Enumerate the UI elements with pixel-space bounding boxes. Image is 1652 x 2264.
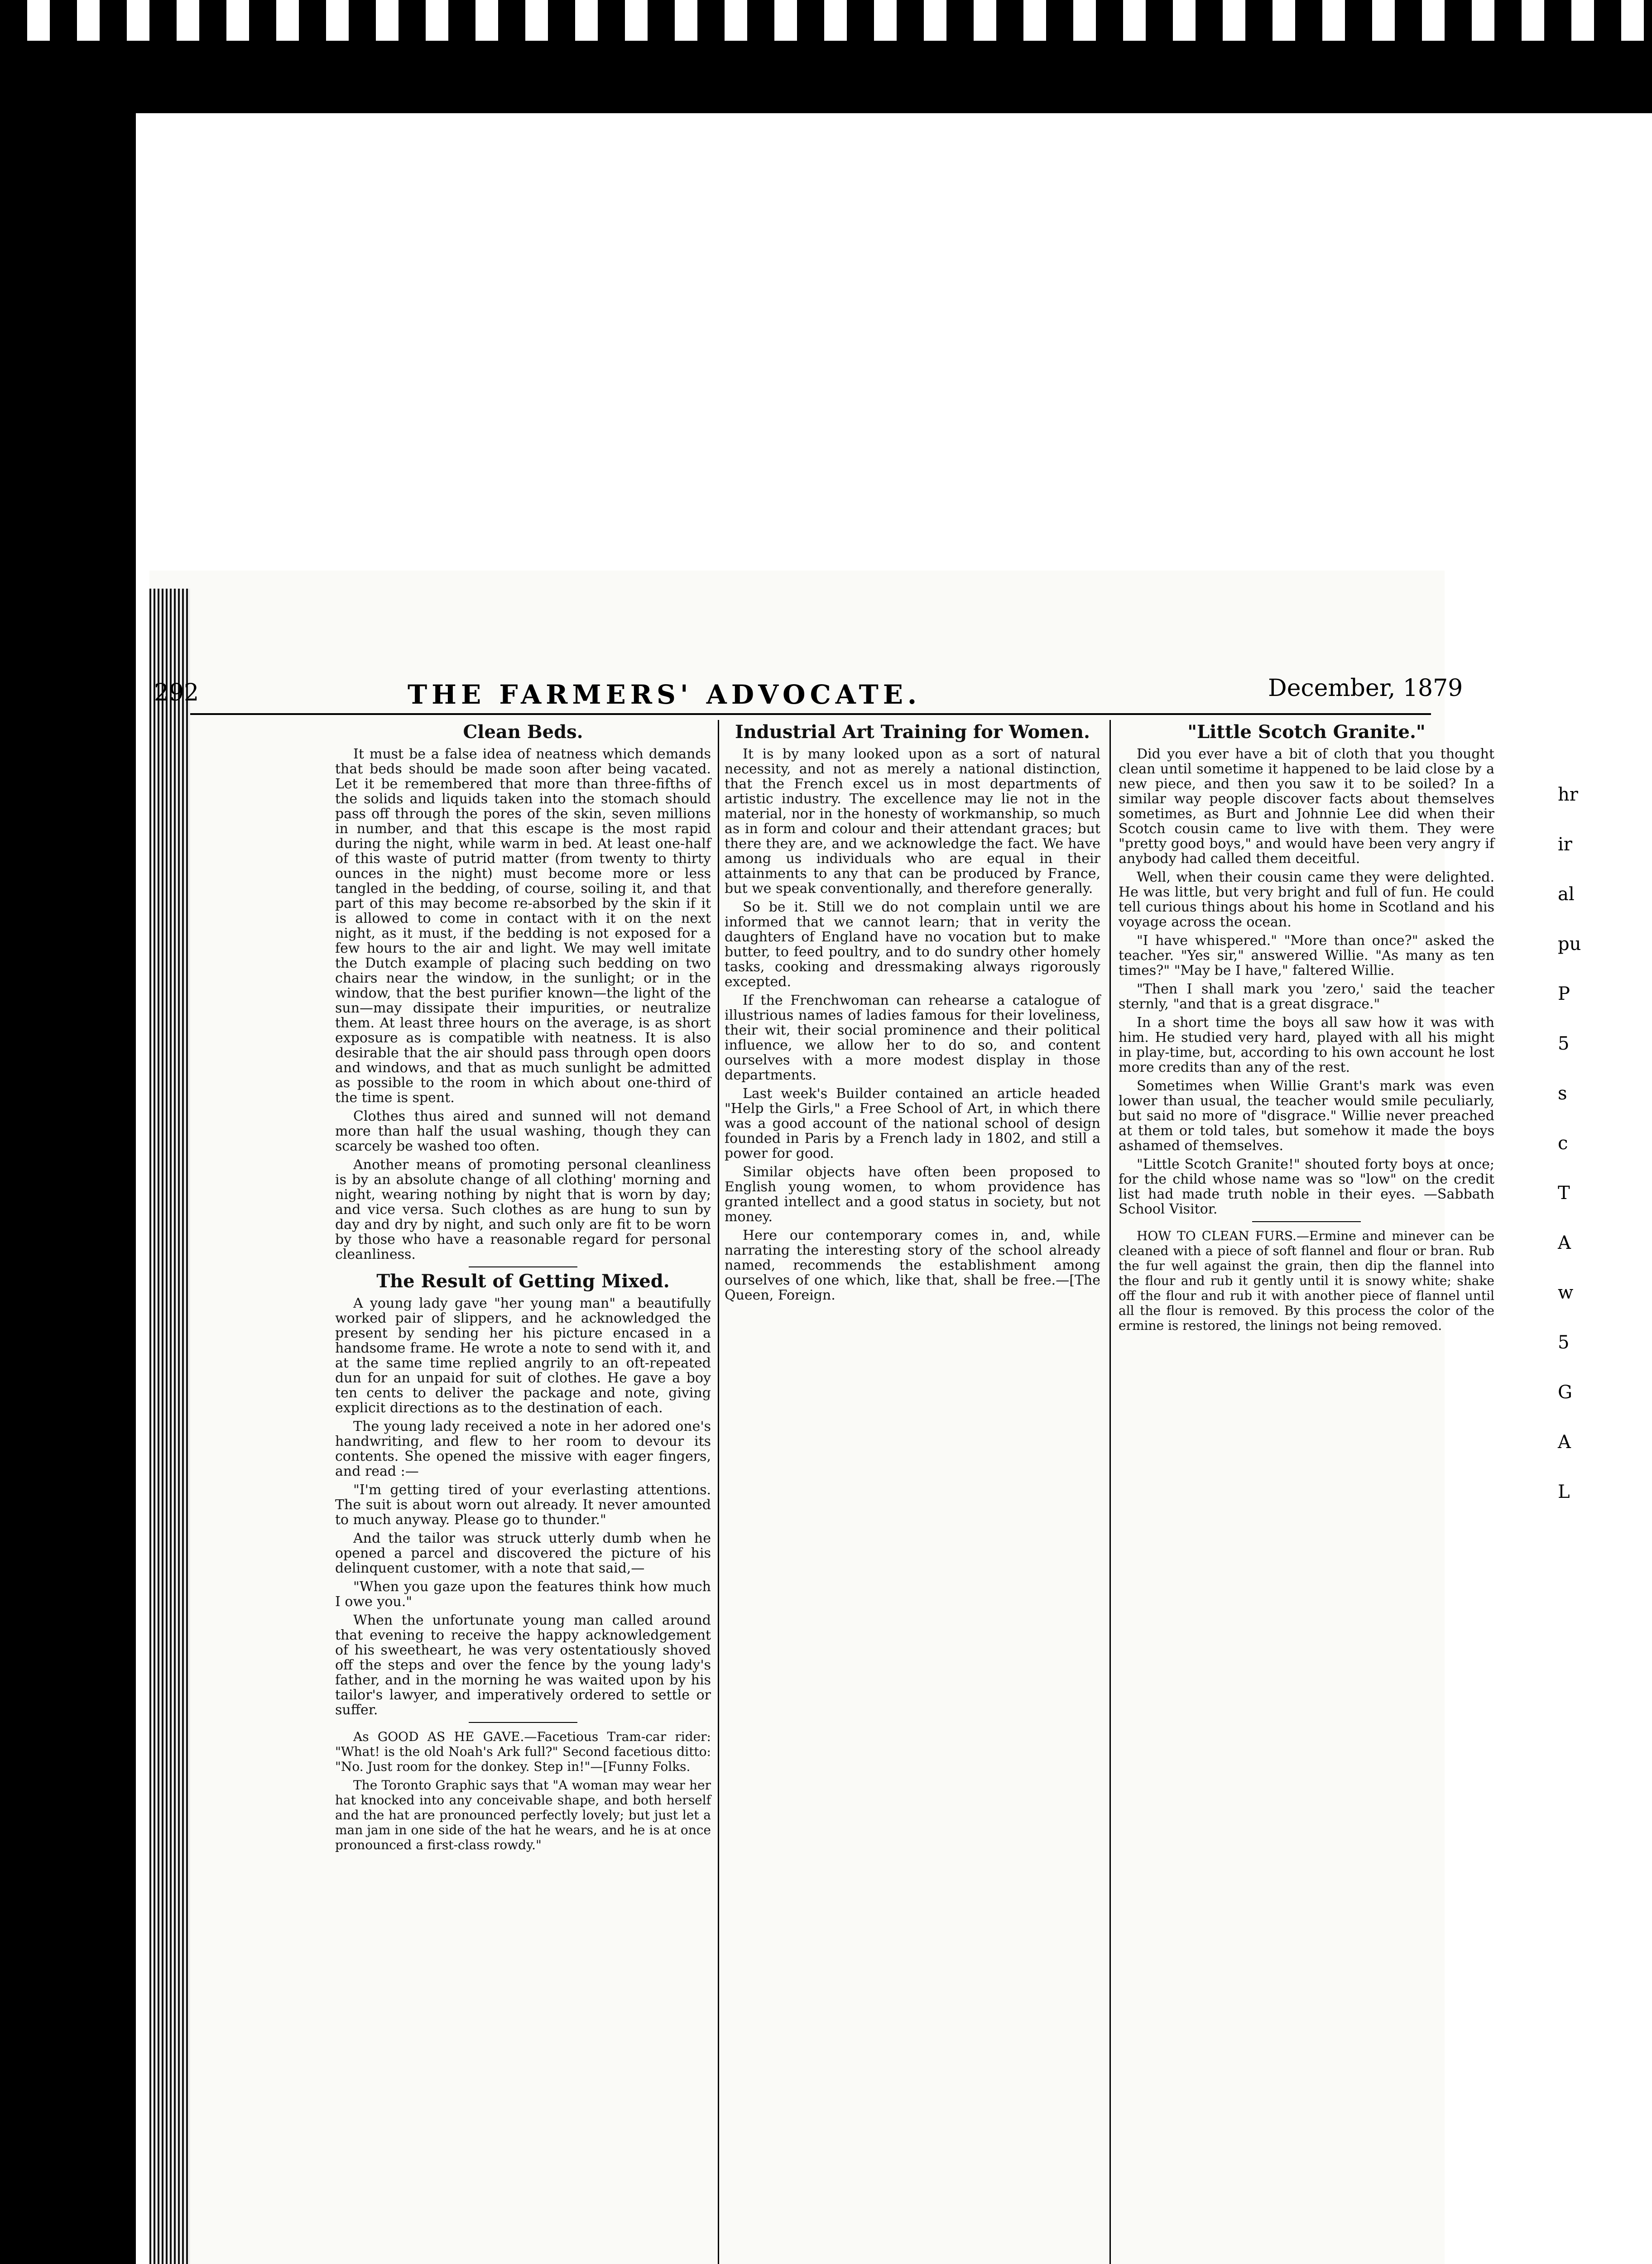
page-number: 292 [154,679,199,706]
column-rule [718,720,719,2264]
paragraph-toronto-graphic: The Toronto Graphic says that "A woman may wear her hat knocked into any conceivable shape, and both herself and the hat are pronounced perfectly lovely; but just let a man jam in one side of the hat he wears, and he is at once pronounced a first-class rowdy." [335,1778,711,1852]
paragraph: So be it. Still we do not complain until we are informed that we cannot learn; that in verity the daughters of England have no vocation but to make butter, to feed poultry, and to do sundry other homely tasks, cooking and dressmaking always rigorously excepted. [725,899,1100,990]
edge-letters: A [1558,1233,1571,1253]
edge-letters: L [1558,1482,1570,1502]
article-title-scotch-granite: "Little Scotch Granite." [1187,721,1426,743]
column-1 [335,720,711,1856]
paragraph: "I'm getting tired of your everlasting attentions. The suit is about worn out already. It never amounted to much anyway. Please go to thunder." [335,1482,711,1528]
header-rule [190,713,1431,715]
column-rule [1109,720,1111,2264]
paragraph: Last week's Builder contained an article headed "Help the Girls," a Free School of Art, in which there was a good account of the national school of design founded in Paris by a French lady in 1802, and still a power for good. [725,1086,1100,1161]
adjacent-page-edge [1558,770,1630,1517]
edge-letters: w [1558,1282,1574,1303]
edge-letters: T [1558,1183,1570,1204]
edge-letters: ir [1558,834,1572,855]
paragraph: "Then I shall mark you 'zero,' said the teacher sternly, "and that is a great disgrace." [1119,981,1494,1012]
paragraph: Sometimes when Willie Grant's mark was even lower than usual, the teacher would smile peculiarly, but said no more of "disgrace." Willie never preached at them or told tales, but somehow it made the boys ashamed of themselves. [1119,1078,1494,1154]
article-title-getting-mixed: The Result of Getting Mixed. [376,1271,670,1292]
column-2 [725,720,1100,1306]
sprocket-strip-top [0,0,1652,41]
paragraph-good-as-he-gave: As GOOD AS HE GAVE.—Facetious Tram-car rider: "What! is the old Noah's Ark full?" Second facetious ditto: "No. Just room for the donkey. Step in!"—[Funny Folks. [335,1729,711,1774]
paragraph: A young lady gave "her young man" a beautifully worked pair of slippers, and he acknowledged the present by sending her his picture encased in a handsome frame. He wrote a note to send with it, and at the same time replied angrily to an oft-repeated dun for an unpaid for suit of clothes. He gave a boy ten cents to deliver the package and note, giving explicit directions as to the destination of each. [335,1295,711,1416]
divider [469,1266,577,1267]
edge-letters: P [1558,983,1570,1004]
film-edge-top [0,0,1652,54]
paragraph: Here our contemporary comes in, and, while narrating the interesting story of the school already named, recommends the establishment among ourselves of one which, like that, shall be free.—[The Queen, Foreign. [725,1228,1100,1303]
paragraph: Did you ever have a bit of cloth that you thought clean until sometime it happened to be laid close by a new piece, and then you saw it to be soiled? In a similar way people discover facts about themselves sometimes, as Burt and Johnnie Lee did when their Scotch cousin came to live with them. They were "pretty good boys," and would have been very angry if anybody had called them deceitful. [1119,746,1494,867]
paragraph: It must be a false idea of neatness which demands that beds should be made soon after being vacated. Let it be remembered that more than three-fifths of the solids and liquids taken into the stomach should pass off through the pores of the skin, seven millions in number, and that this escape is the most rapid during the night, while warm in bed. At least one-half of this waste of putrid matter (from twenty to thirty ounces in the night) must become more or less tangled in the bedding, of course, soiling it, and that part of this may become re-absorbed by the skin if it is allowed to come in contact with it on the next night, as it must, if the bedding is not exposed for a few hours to the air and light. We may well imitate the Dutch example of placing such bedding on two chairs near the window, in the sunlight; or in the window, that the best purifier known—the light of the sun—may dissipate their impurities, or neutralize them. At least three hours on the average, is as short exposure as is compatible with neatness. It is also desirable that the air should pass through open doors and windows, and that as much sunlight be admitted as possible to the room in which about one-third of the time is spent. [335,746,711,1106]
edge-letters: A [1558,1432,1571,1453]
paragraph: Another means of promoting personal cleanliness is by an absolute change of all clothing' morning and night, wearing nothing by night that is worn by day; and vice versa. Such clothes as are hung to sun by day and dry by night, and such only are fit to be worn by those who have a reasonable regard for personal cleanliness. [335,1157,711,1262]
divider [469,1722,577,1723]
article-title-clean-beds: Clean Beds. [463,721,583,743]
paragraph: "Little Scotch Granite!" shouted forty boys at once; for the child whose name was so "low" on the credit list had made truth noble in their eyes. —Sabbath School Visitor. [1119,1156,1494,1217]
paragraph: "I have whispered." "More than once?" asked the teacher. "Yes sir," answered Willie. "As many as ten times?" "May be I have," faltered Willie. [1119,933,1494,979]
article-title-industrial-art: Industrial Art Training for Women. [735,721,1090,743]
paragraph: "When you gaze upon the features think how much I owe you." [335,1579,711,1610]
masthead: THE FARMERS' ADVOCATE. [408,679,922,710]
paragraph: In a short time the boys all saw how it was with him. He studied very hard, played with all his might in play-time, but, according to his own account he lost more credits than any of the rest. [1119,1015,1494,1075]
edge-letters: c [1558,1133,1568,1154]
paragraph: Well, when their cousin came they were delighted. He was little, but very bright and full of fun. He could tell curious things about his home in Scotland and his voyage across the ocean. [1119,869,1494,930]
edge-letters: al [1558,884,1575,905]
paragraph: Clothes thus aired and sunned will not demand more than half the usual washing, though they can scarcely be washed too often. [335,1108,711,1154]
edge-letters: 5 [1558,1033,1570,1054]
paragraph: It is by many looked upon as a sort of natural necessity, and not as merely a national distinction, that the French excel us in most departments of artistic industry. The excellence may lie not in the material, nor in the honesty of workmanship, so much as in form and colour and their attendant graces; but there they are, and we acknowledge the fact. We have among us individuals who are equal in their attainments to any that can be produced by France, but we speak conventionally, and therefore generally. [725,746,1100,897]
column-3 [1119,720,1494,1337]
edge-letters: G [1558,1382,1572,1403]
edge-letters: pu [1558,934,1581,955]
edge-letters: 5 [1558,1332,1570,1353]
paragraph: And the tailor was struck utterly dumb when he opened a parcel and discovered the picture of his delinquent customer, with a note that said,— [335,1530,711,1576]
paragraph-clean-furs: HOW TO CLEAN FURS.—Ermine and minever can be cleaned with a piece of soft flannel and flour or bran. Rub the fur well against the grain, then dip the flannel into the flour and rub it gently until it is snowy white; shake off the flour and rub it with another piece of flannel until all the flour is removed. By this process the color of the ermine is restored, the linings not being removed. [1119,1228,1494,1333]
issue-date: December, 1879 [1268,675,1463,702]
divider [1252,1221,1361,1222]
paragraph: Similar objects have often been proposed to English young women, to whom providence has granted intellect and a good status in society, but not money. [725,1164,1100,1225]
paragraph: When the unfortunate young man called around that evening to receive the happy acknowledgement of his sweetheart, he was very ostentatiously shoved off the steps and over the fence by the young lady's father, and in the morning he was waited upon by his tailor's lawyer, and imperatively ordered to settle or suffer. [335,1612,711,1718]
edge-letters: hr [1558,784,1578,805]
paragraph: If the Frenchwoman can rehearse a catalogue of illustrious names of ladies famous for their loveliness, their wit, their social prominence and their political influence, we allow her to do so, and content ourselves with a more modest display in those departments. [725,993,1100,1083]
book-binding [149,589,190,2264]
edge-letters: s [1558,1083,1567,1104]
paragraph: The young lady received a note in her adored one's handwriting, and flew to her room to devour its contents. She opened the missive with eager fingers, and read :— [335,1419,711,1479]
